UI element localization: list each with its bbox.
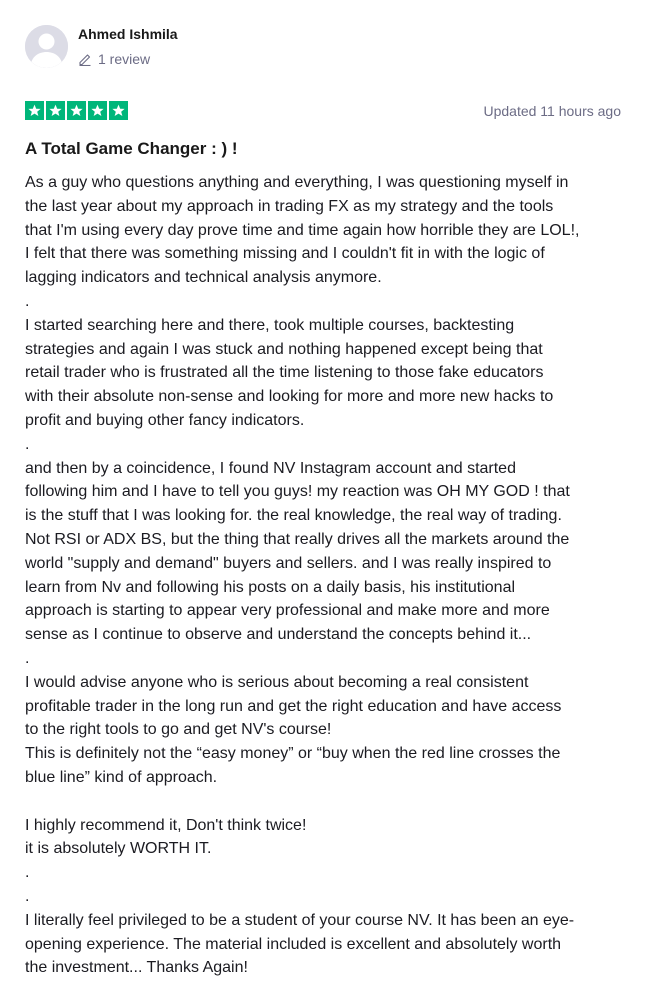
review-text-line: the last year about my approach in trading FX as my strategy and the tools: [25, 197, 554, 215]
review-text-line: retail trader who is frustrated all the time listening to those fake educators: [25, 364, 544, 382]
review-text-line: approach is starting to appear very professional and make more and more: [25, 602, 550, 620]
star-icon: [25, 101, 44, 120]
review-text-line: that I'm using every day prove time and time again how horrible they are LOL!,: [25, 221, 580, 239]
review-text-line: the investment... Thanks Again!: [25, 959, 248, 977]
user-avatar-icon: [25, 25, 68, 68]
review-text-line: is the stuff that I was looking for. the real knowledge, the real way of trading.: [25, 507, 562, 525]
review-text-line: with their absolute non-sense and looking for more and more new hacks to: [25, 388, 554, 406]
review-text-line: I highly recommend it, Don't think twice!: [25, 816, 307, 834]
review-text-line: .: [25, 435, 30, 453]
review-count-label: 1 review: [98, 51, 151, 67]
star-icon: [67, 101, 86, 120]
reviewer-name[interactable]: Ahmed Ishmila: [78, 26, 178, 42]
review-meta: [25, 101, 621, 123]
review-title[interactable]: A Total Game Changer : ) !: [25, 139, 238, 158]
review-text-line: and then by a coincidence, I found NV Instagram account and started: [25, 459, 516, 477]
review-text-line: strategies and again I was stuck and nothing happened except being that: [25, 340, 543, 358]
review-text-line: profitable trader in the long run and get the right education and have access: [25, 697, 562, 715]
star-icon: [88, 101, 107, 120]
review-text-line: I felt that there was something missing and I couldn't fit in with the logic of: [25, 245, 545, 263]
review-text-line: .: [25, 649, 30, 667]
avatar[interactable]: [25, 25, 68, 68]
review-text-line: As a guy who questions anything and everything, I was questioning myself in: [25, 174, 569, 191]
review-text-line: [25, 790, 625, 814]
pencil-icon: [78, 52, 92, 66]
updated-timestamp: Updated 11 hours ago: [483, 103, 621, 119]
review-text-line: it is absolutely WORTH IT.: [25, 840, 212, 858]
reviewer-info: [25, 25, 625, 75]
review-text-line: I literally feel privileged to be a student of your course NV. It has been an eye-: [25, 911, 575, 929]
review-body: [25, 171, 625, 980]
review-text-line: Not RSI or ADX BS, but the thing that really drives all the markets around the: [25, 530, 570, 548]
star-icon: [109, 101, 128, 120]
review-text-line: This is definitely not the “easy money” or “buy when the red line crosses the: [25, 745, 561, 763]
review-text-line: learn from Nv and following his posts on a daily basis, his institutional: [25, 578, 516, 596]
star-icon: [46, 101, 65, 120]
review-text-line: to the right tools to go and get NV's course!: [25, 721, 332, 739]
review-text-line: I would advise anyone who is serious about becoming a real consistent: [25, 673, 529, 691]
review-text-line: I started searching here and there, took multiple courses, backtesting: [25, 316, 515, 334]
review-text-line: lagging indicators and technical analysis anymore.: [25, 269, 382, 287]
review-text-line: sense as I continue to observe and understand the concepts behind it...: [25, 626, 532, 644]
review-text-line: .: [25, 887, 30, 905]
review-text-line: blue line” kind of approach.: [25, 768, 218, 786]
star-rating: [25, 101, 130, 120]
review-text-line: world "supply and demand" buyers and sellers. and I was really inspired to: [25, 554, 552, 572]
review-text-line: .: [25, 864, 30, 882]
review-text-line: following him and I have to tell you guys! my reaction was OH MY GOD ! that: [25, 483, 570, 501]
review-text-line: .: [25, 292, 30, 310]
review-text-line: opening experience. The material included is excellent and absolutely worth: [25, 935, 562, 953]
review-count: [78, 51, 150, 67]
review-text-line: profit and buying other fancy indicators.: [25, 411, 305, 429]
